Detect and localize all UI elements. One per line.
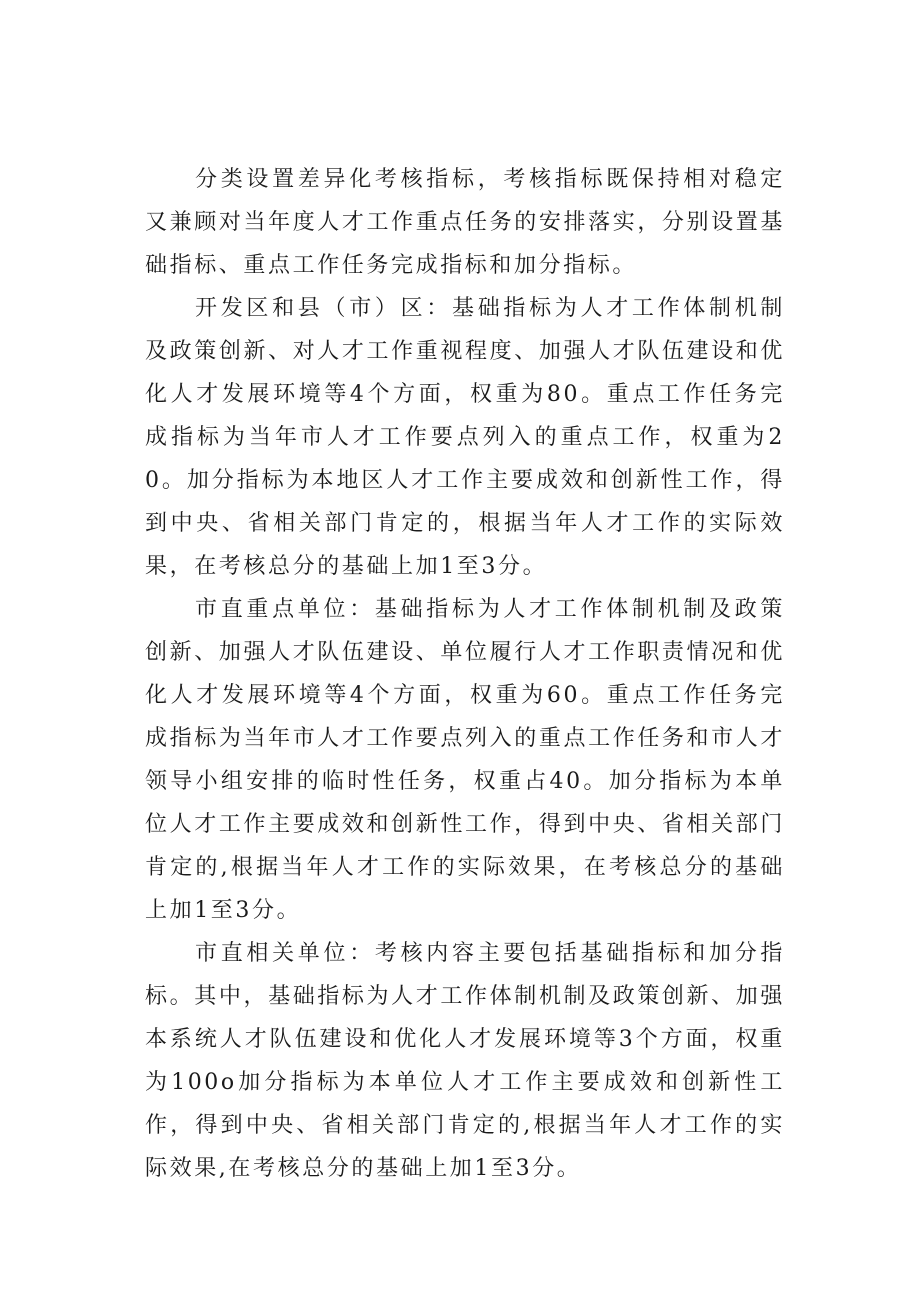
paragraph-indicator-categories: 分类设置差异化考核指标，考核指标既保持相对稳定又兼顾对当年度人才工作重点任务的安排落实，分别设置基础指标、重点工作任务完成指标和加分指标。 [145, 167, 785, 278]
document-body [145, 158, 785, 1190]
paragraph-development-zones: 开发区和县（市）区：基础指标为人才工作体制机制及政策创新、对人才工作重视程度、加强人才队伍建设和优化人才发展环境等4个方面，权重为80。重点工作任务完成指标为当年市人才工作要点列入的重点工作，权重为20。加分指标为本地区人才工作主要成效和创新性工作，得到中央、省相关部门肯定的，根据当年人才工作的实际效果，在考核总分的基础上加1至3分。 [145, 296, 785, 579]
paragraph-related-municipal-units: 市直相关单位：考核内容主要包括基础指标和加分指标。其中，基础指标为人才工作体制机制及政策创新、加强本系统人才队伍建设和优化人才发展环境等3个方面，权重为100o加分指标为本单位人才工作主要成效和创新性工作，得到中央、省相关部门肯定的,根据当年人才工作的实际效果,在考核总分的基础上加1至3分。 [145, 941, 785, 1181]
paragraph-key-municipal-units: 市直重点单位：基础指标为人才工作体制机制及政策创新、加强人才队伍建设、单位履行人才工作职责情况和优化人才发展环境等4个方面，权重为60。重点工作任务完成指标为当年市人才工作要点列入的重点工作任务和市人才领导小组安排的临时性任务，权重占40。加分指标为本单位人才工作主要成效和创新性工作，得到中央、省相关部门肯定的,根据当年人才工作的实际效果，在考核总分的基础上加1至3分。 [145, 597, 785, 923]
